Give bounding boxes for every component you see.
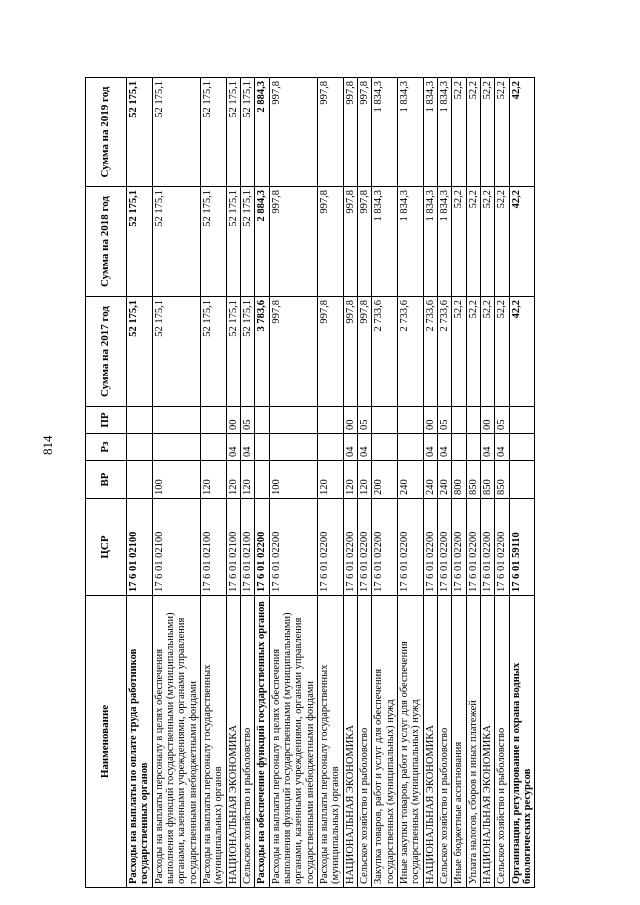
cell-sum-2018: 52,2 bbox=[495, 187, 509, 297]
cell-rz bbox=[317, 434, 343, 461]
budget-table-rotated bbox=[85, 78, 555, 888]
table-row bbox=[466, 78, 480, 888]
cell-rz: 04 bbox=[480, 434, 494, 461]
header-sum-2018: Сумма на 2018 год bbox=[86, 187, 127, 297]
cell-csr: 17 6 01 02200 bbox=[317, 499, 343, 596]
cell-name: Расходы на выплаты персоналу в целях обеспечения выполнения функций государственными (муниципальными) органами, казенными учреждениями, органами управления государственными внебюджетными фондами bbox=[269, 596, 317, 888]
cell-vr: 240 bbox=[423, 461, 437, 499]
cell-sum-2017: 2 733,6 bbox=[423, 297, 437, 407]
cell-rz: 04 bbox=[495, 434, 509, 461]
cell-pr bbox=[127, 407, 153, 434]
cell-rz bbox=[200, 434, 226, 461]
cell-sum-2018: 52 175,1 bbox=[127, 187, 153, 297]
cell-pr bbox=[509, 407, 535, 434]
cell-sum-2017: 52,2 bbox=[480, 297, 494, 407]
cell-sum-2019: 42,2 bbox=[509, 78, 535, 187]
header-vr: ВР bbox=[86, 461, 127, 499]
cell-pr bbox=[466, 407, 480, 434]
cell-rz bbox=[152, 434, 200, 461]
table-row bbox=[127, 78, 153, 888]
cell-sum-2019: 52 175,1 bbox=[240, 78, 254, 187]
cell-pr bbox=[152, 407, 200, 434]
cell-name: Расходы на обеспечение функций государственных органов bbox=[255, 596, 269, 888]
page-number: 814 bbox=[40, 435, 55, 455]
table-row bbox=[269, 78, 317, 888]
table-row bbox=[437, 78, 451, 888]
cell-csr: 17 6 01 02200 bbox=[452, 499, 466, 596]
table-row bbox=[343, 78, 357, 888]
cell-name: НАЦИОНАЛЬНАЯ ЭКОНОМИКА bbox=[343, 596, 357, 888]
cell-pr: 00 bbox=[226, 407, 240, 434]
cell-csr: 17 6 01 02100 bbox=[127, 499, 153, 596]
cell-sum-2019: 997,8 bbox=[317, 78, 343, 187]
table-row bbox=[240, 78, 254, 888]
cell-vr: 200 bbox=[372, 461, 398, 499]
cell-sum-2017: 52 175,1 bbox=[127, 297, 153, 407]
cell-vr: 850 bbox=[495, 461, 509, 499]
cell-vr bbox=[509, 461, 535, 499]
table-row bbox=[509, 78, 535, 888]
cell-sum-2018: 52,2 bbox=[452, 187, 466, 297]
table-row bbox=[255, 78, 269, 888]
cell-vr: 120 bbox=[226, 461, 240, 499]
cell-name: Сельское хозяйство и рыболовство bbox=[437, 596, 451, 888]
cell-rz: 04 bbox=[343, 434, 357, 461]
table-row bbox=[480, 78, 494, 888]
cell-sum-2018: 997,8 bbox=[269, 187, 317, 297]
cell-sum-2018: 2 884,3 bbox=[255, 187, 269, 297]
cell-vr: 120 bbox=[343, 461, 357, 499]
cell-name: НАЦИОНАЛЬНАЯ ЭКОНОМИКА bbox=[226, 596, 240, 888]
cell-csr: 17 6 01 02200 bbox=[397, 499, 423, 596]
cell-sum-2019: 52,2 bbox=[466, 78, 480, 187]
cell-name: Расходы на выплаты персоналу государственных (муниципальных) органов bbox=[200, 596, 226, 888]
cell-vr bbox=[255, 461, 269, 499]
cell-sum-2018: 52 175,1 bbox=[226, 187, 240, 297]
cell-sum-2019: 1 834,3 bbox=[397, 78, 423, 187]
table-row bbox=[495, 78, 509, 888]
cell-pr: 00 bbox=[423, 407, 437, 434]
table-row bbox=[397, 78, 423, 888]
header-sum-2017: Сумма на 2017 год bbox=[86, 297, 127, 407]
cell-name: НАЦИОНАЛЬНАЯ ЭКОНОМИКА bbox=[423, 596, 437, 888]
cell-rz bbox=[269, 434, 317, 461]
cell-pr: 00 bbox=[480, 407, 494, 434]
table-row bbox=[152, 78, 200, 888]
cell-name: Сельское хозяйство и рыболовство bbox=[357, 596, 371, 888]
cell-rz bbox=[466, 434, 480, 461]
table-row bbox=[357, 78, 371, 888]
cell-sum-2017: 52 175,1 bbox=[152, 297, 200, 407]
cell-pr bbox=[397, 407, 423, 434]
cell-sum-2018: 42,2 bbox=[509, 187, 535, 297]
cell-sum-2017: 52 175,1 bbox=[200, 297, 226, 407]
cell-rz bbox=[509, 434, 535, 461]
table-body bbox=[127, 78, 535, 888]
cell-pr bbox=[372, 407, 398, 434]
cell-csr: 17 6 01 02200 bbox=[269, 499, 317, 596]
cell-sum-2019: 52 175,1 bbox=[152, 78, 200, 187]
cell-sum-2017: 997,8 bbox=[343, 297, 357, 407]
cell-pr bbox=[269, 407, 317, 434]
cell-csr: 17 6 01 02200 bbox=[495, 499, 509, 596]
cell-rz bbox=[397, 434, 423, 461]
cell-sum-2019: 52,2 bbox=[495, 78, 509, 187]
cell-name: НАЦИОНАЛЬНАЯ ЭКОНОМИКА bbox=[480, 596, 494, 888]
table-row bbox=[200, 78, 226, 888]
cell-vr: 120 bbox=[317, 461, 343, 499]
cell-vr: 120 bbox=[240, 461, 254, 499]
cell-name: Закупка товаров, работ и услуг для обеспечения государственных (муниципальных) нужд bbox=[372, 596, 398, 888]
cell-sum-2017: 997,8 bbox=[357, 297, 371, 407]
cell-rz: 04 bbox=[423, 434, 437, 461]
cell-sum-2019: 2 884,3 bbox=[255, 78, 269, 187]
cell-name: Организация, регулирование и охрана водных биологических ресурсов bbox=[509, 596, 535, 888]
cell-sum-2019: 997,8 bbox=[343, 78, 357, 187]
cell-csr: 17 6 01 02200 bbox=[255, 499, 269, 596]
cell-sum-2017: 997,8 bbox=[317, 297, 343, 407]
cell-csr: 17 6 01 02200 bbox=[437, 499, 451, 596]
cell-pr: 05 bbox=[240, 407, 254, 434]
cell-sum-2019: 1 834,3 bbox=[437, 78, 451, 187]
cell-vr: 850 bbox=[466, 461, 480, 499]
cell-sum-2017: 997,8 bbox=[269, 297, 317, 407]
cell-csr: 17 6 01 02200 bbox=[372, 499, 398, 596]
cell-vr: 850 bbox=[480, 461, 494, 499]
cell-sum-2019: 1 834,3 bbox=[423, 78, 437, 187]
cell-pr: 05 bbox=[495, 407, 509, 434]
table-row bbox=[317, 78, 343, 888]
cell-csr: 17 6 01 59110 bbox=[509, 499, 535, 596]
cell-pr bbox=[200, 407, 226, 434]
cell-sum-2017: 42,2 bbox=[509, 297, 535, 407]
cell-name: Расходы на выплаты персоналу в целях обеспечения выполнения функций государственными (муниципальными) органами, казенными учреждениями, органами управления государственными внебюджетными фондами bbox=[152, 596, 200, 888]
cell-rz bbox=[452, 434, 466, 461]
cell-sum-2018: 52 175,1 bbox=[240, 187, 254, 297]
cell-sum-2017: 3 783,6 bbox=[255, 297, 269, 407]
table-header-row bbox=[86, 78, 127, 888]
cell-rz: 04 bbox=[357, 434, 371, 461]
cell-sum-2017: 52 175,1 bbox=[226, 297, 240, 407]
cell-sum-2017: 2 733,6 bbox=[437, 297, 451, 407]
cell-csr: 17 6 01 02200 bbox=[423, 499, 437, 596]
cell-pr: 05 bbox=[437, 407, 451, 434]
table-row bbox=[226, 78, 240, 888]
budget-table bbox=[85, 77, 535, 888]
table-row bbox=[372, 78, 398, 888]
cell-csr: 17 6 01 02100 bbox=[200, 499, 226, 596]
cell-csr: 17 6 01 02200 bbox=[343, 499, 357, 596]
cell-sum-2017: 52 175,1 bbox=[240, 297, 254, 407]
cell-sum-2017: 2 733,6 bbox=[397, 297, 423, 407]
cell-vr: 100 bbox=[269, 461, 317, 499]
cell-sum-2019: 997,8 bbox=[357, 78, 371, 187]
cell-csr: 17 6 01 02100 bbox=[152, 499, 200, 596]
cell-vr: 120 bbox=[357, 461, 371, 499]
cell-rz bbox=[255, 434, 269, 461]
cell-vr: 800 bbox=[452, 461, 466, 499]
cell-sum-2018: 1 834,3 bbox=[372, 187, 398, 297]
cell-name: Уплата налогов, сборов и иных платежей bbox=[466, 596, 480, 888]
table-row bbox=[452, 78, 466, 888]
cell-vr: 240 bbox=[397, 461, 423, 499]
header-sum-2019: Сумма на 2019 год bbox=[86, 78, 127, 187]
cell-name: Расходы на выплаты по оплате труда работников государственных органов bbox=[127, 596, 153, 888]
cell-pr: 05 bbox=[357, 407, 371, 434]
cell-name: Расходы на выплаты персоналу государственных (муниципальных) органов bbox=[317, 596, 343, 888]
cell-name: Сельское хозяйство и рыболовство bbox=[495, 596, 509, 888]
cell-sum-2017: 2 733,6 bbox=[372, 297, 398, 407]
cell-rz: 04 bbox=[240, 434, 254, 461]
cell-pr bbox=[255, 407, 269, 434]
cell-sum-2018: 52 175,1 bbox=[200, 187, 226, 297]
cell-sum-2017: 52,2 bbox=[452, 297, 466, 407]
cell-vr: 240 bbox=[437, 461, 451, 499]
cell-vr: 100 bbox=[152, 461, 200, 499]
cell-sum-2019: 1 834,3 bbox=[372, 78, 398, 187]
cell-sum-2018: 997,8 bbox=[343, 187, 357, 297]
header-name: Наименование bbox=[86, 596, 127, 888]
cell-sum-2018: 1 834,3 bbox=[397, 187, 423, 297]
cell-name: Иные закупки товаров, работ и услуг для обеспечения государственных (муниципальных) нужд bbox=[397, 596, 423, 888]
cell-pr: 00 bbox=[343, 407, 357, 434]
cell-sum-2018: 52,2 bbox=[466, 187, 480, 297]
cell-pr bbox=[452, 407, 466, 434]
cell-sum-2018: 1 834,3 bbox=[437, 187, 451, 297]
cell-csr: 17 6 01 02200 bbox=[466, 499, 480, 596]
cell-csr: 17 6 01 02200 bbox=[480, 499, 494, 596]
cell-csr: 17 6 01 02100 bbox=[240, 499, 254, 596]
cell-csr: 17 6 01 02200 bbox=[357, 499, 371, 596]
header-csr: ЦСР bbox=[86, 499, 127, 596]
cell-sum-2018: 1 834,3 bbox=[423, 187, 437, 297]
header-rz: Рз bbox=[86, 434, 127, 461]
cell-vr bbox=[127, 461, 153, 499]
table-row bbox=[423, 78, 437, 888]
cell-sum-2019: 52,2 bbox=[452, 78, 466, 187]
cell-sum-2019: 52,2 bbox=[480, 78, 494, 187]
cell-rz bbox=[127, 434, 153, 461]
cell-rz: 04 bbox=[226, 434, 240, 461]
cell-sum-2017: 52,2 bbox=[466, 297, 480, 407]
cell-csr: 17 6 01 02100 bbox=[226, 499, 240, 596]
cell-sum-2018: 997,8 bbox=[317, 187, 343, 297]
cell-sum-2019: 52 175,1 bbox=[200, 78, 226, 187]
cell-sum-2019: 52 175,1 bbox=[226, 78, 240, 187]
cell-sum-2018: 52 175,1 bbox=[152, 187, 200, 297]
cell-rz bbox=[372, 434, 398, 461]
cell-vr: 120 bbox=[200, 461, 226, 499]
cell-sum-2017: 52,2 bbox=[495, 297, 509, 407]
cell-pr bbox=[317, 407, 343, 434]
header-pr: ПР bbox=[86, 407, 127, 434]
cell-sum-2018: 997,8 bbox=[357, 187, 371, 297]
cell-name: Иные бюджетные ассигнования bbox=[452, 596, 466, 888]
cell-rz: 04 bbox=[437, 434, 451, 461]
cell-sum-2019: 997,8 bbox=[269, 78, 317, 187]
cell-sum-2019: 52 175,1 bbox=[127, 78, 153, 187]
cell-sum-2018: 52,2 bbox=[480, 187, 494, 297]
cell-name: Сельское хозяйство и рыболовство bbox=[240, 596, 254, 888]
